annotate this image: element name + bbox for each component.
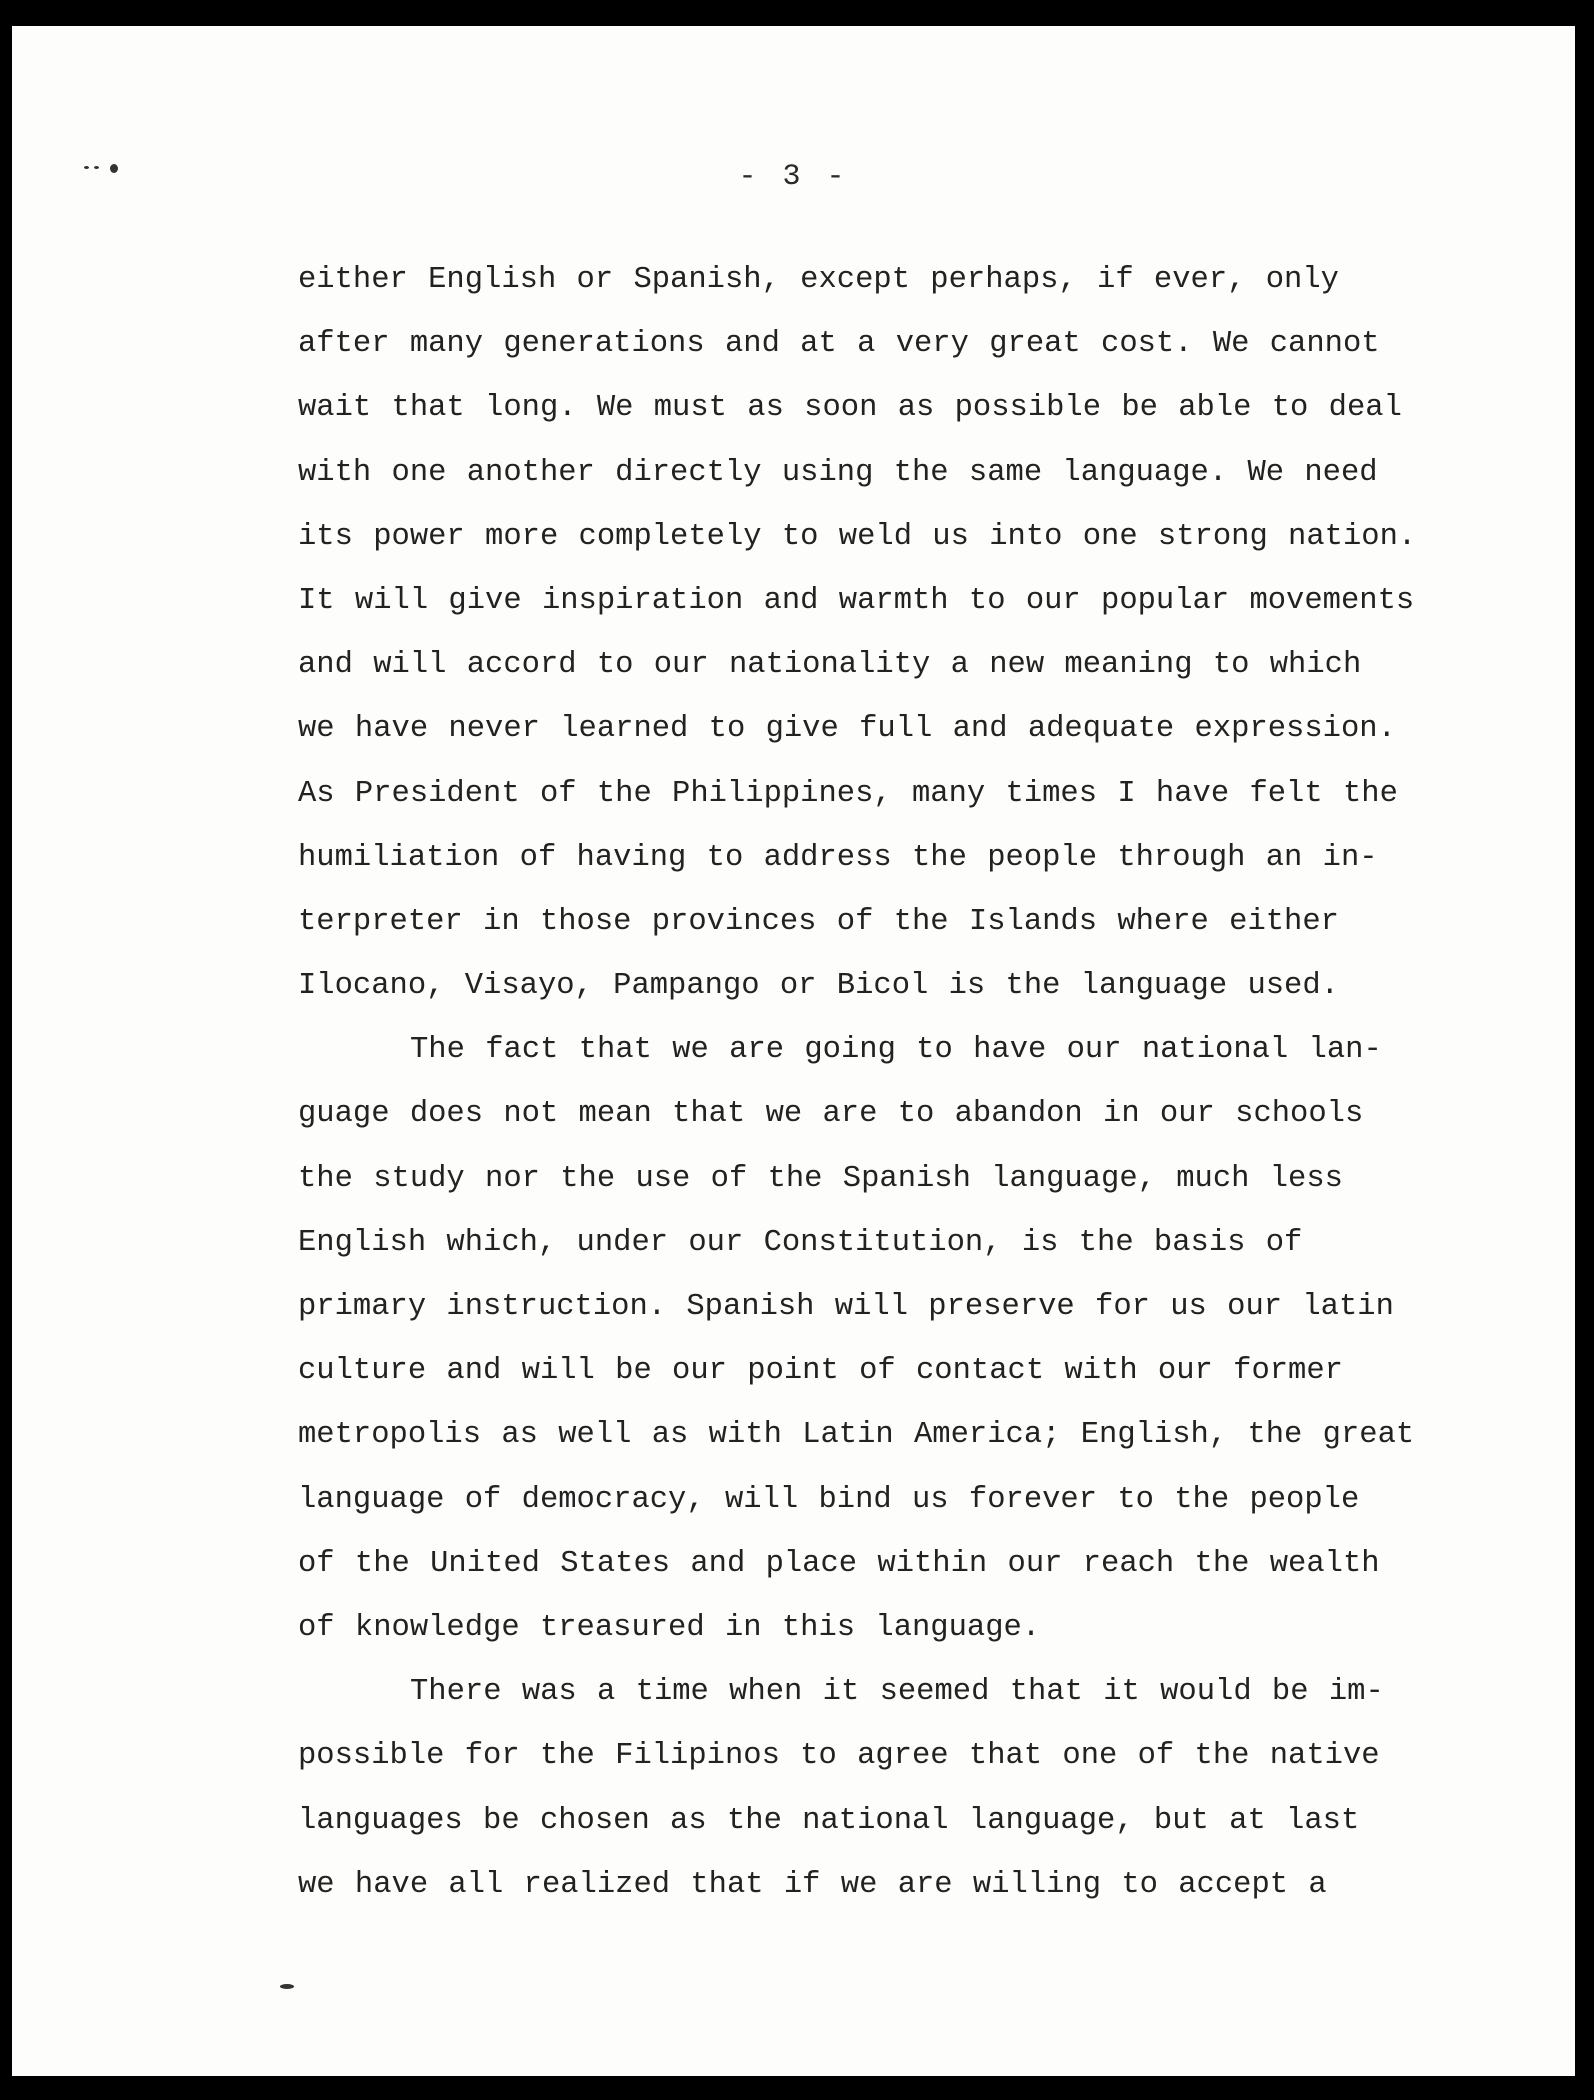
text-line: metropolis as well as with Latin America; English, the great [298, 1418, 1415, 1453]
text-line: with one another directly using the same language. We need [298, 455, 1378, 490]
text-line: of knowledge treasured in this language. [298, 1610, 1041, 1645]
paragraph [298, 1018, 1478, 1660]
document-page [12, 26, 1575, 2076]
text-line: its power more completely to weld us into one strong nation. [298, 519, 1417, 554]
text-line: There was a time when it seemed that it would be im- [410, 1675, 1384, 1710]
text-line: primary instruction. Spanish will preserve for us our latin [298, 1290, 1394, 1324]
text-line: the study nor the use of the Spanish language, much less [298, 1161, 1343, 1196]
text-line: As President of the Philippines, many times I have felt the [298, 776, 1398, 811]
paragraph [298, 1660, 1478, 1917]
text-line: It will give inspiration and warmth to our popular movements [298, 583, 1415, 618]
ink-speck [280, 1984, 294, 1989]
text-line: we have all realized that if we are willing to accept a [298, 1867, 1327, 1902]
text-line: after many generations and at a very great cost. We cannot [298, 327, 1380, 362]
text-line: terpreter in those provinces of the Islands where either [298, 904, 1339, 939]
text-line: and will accord to our nationality a new meaning to which [298, 648, 1362, 683]
text-line: language of democracy, will bind us forever to the people [298, 1482, 1360, 1517]
paragraph [298, 248, 1478, 1018]
text-line: of the United States and place within our reach the wealth [298, 1546, 1380, 1581]
text-line: either English or Spanish, except perhaps, if ever, only [298, 263, 1339, 297]
text-line: wait that long. We must as soon as possible be able to deal [298, 391, 1402, 426]
text-line: guage does not mean that we are to abandon in our schools [298, 1097, 1364, 1132]
page-number: - 3 - [738, 160, 849, 194]
body-text [298, 248, 1478, 1917]
text-line: languages be chosen as the national language, but at last [298, 1803, 1360, 1838]
text-line: The fact that we are going to have our national lan- [410, 1033, 1382, 1068]
text-line: Ilocano, Visayo, Pampango or Bicol is the language used. [298, 969, 1339, 1004]
text-line: possible for the Filipinos to agree that one of the native [298, 1739, 1380, 1774]
text-line: humiliation of having to address the people through an in- [298, 840, 1378, 875]
text-line: English which, under our Constitution, is the basis of [298, 1225, 1303, 1260]
text-line: we have never learned to give full and adequate expression. [298, 712, 1396, 747]
text-line: culture and will be our point of contact with our former [298, 1354, 1343, 1389]
